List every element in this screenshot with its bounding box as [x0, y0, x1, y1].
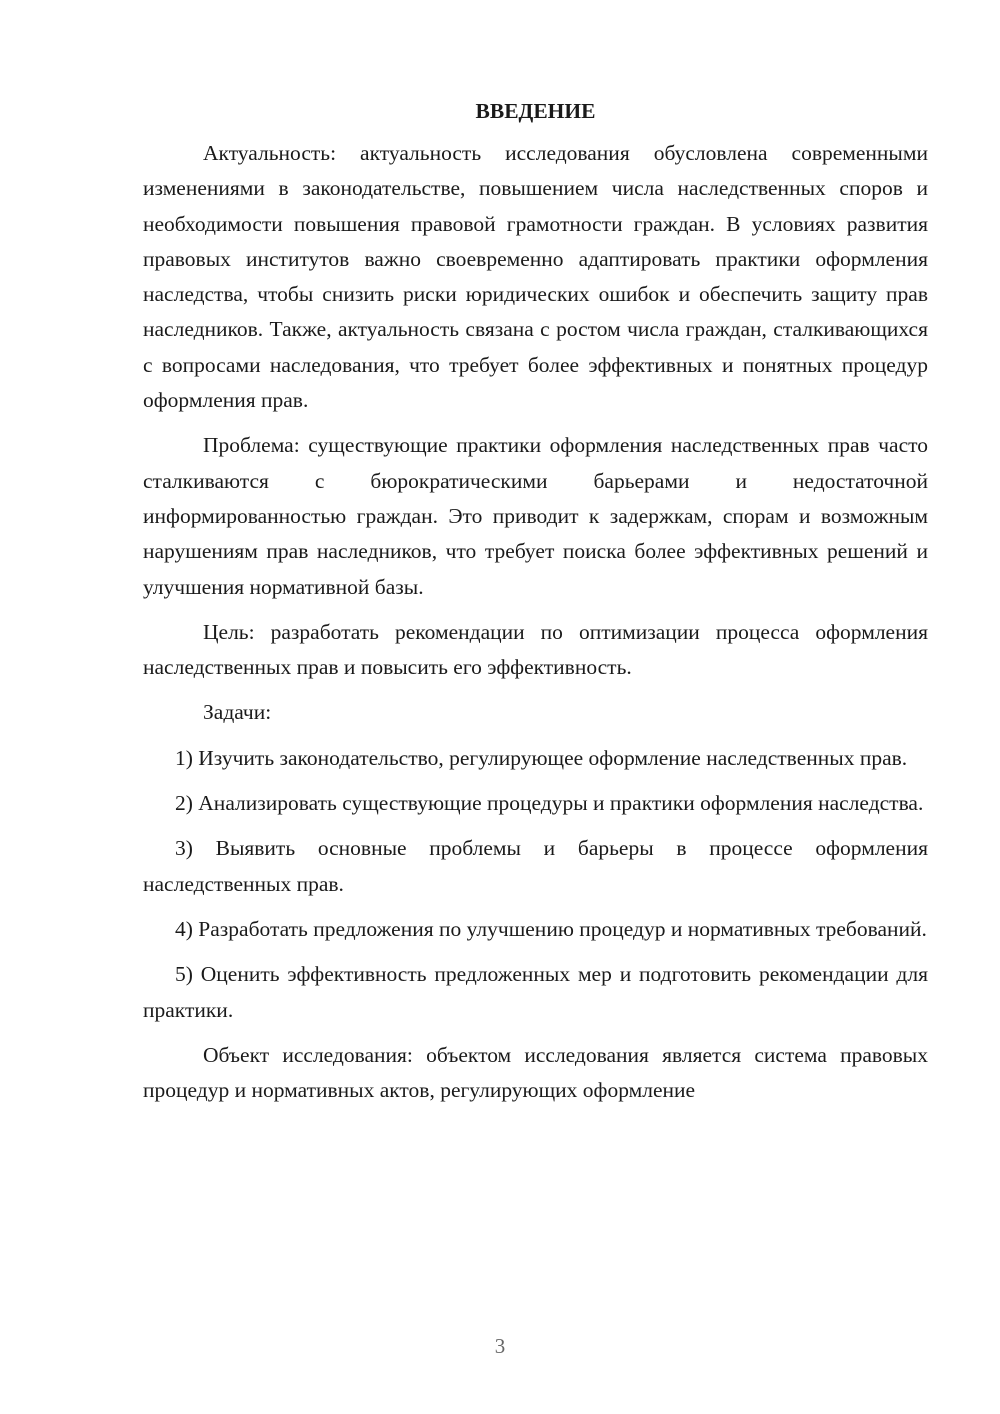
tasks-heading: Задачи:: [203, 700, 272, 725]
page-title: ВВЕДЕНИЕ: [475, 99, 596, 123]
task-item-3: 3) Выявить основные проблемы и барьеры в процессе оформления наследственных прав.: [143, 836, 928, 896]
page-number: 3: [494, 1334, 506, 1358]
object-paragraph: Объект исследования: объектом исследования является система правовых процедур и нормативных актов, регулирующих оформление: [143, 1042, 928, 1103]
relevance-paragraph: Актуальность: актуальность исследования обусловлена современными изменениями в законодательстве, повышением числа наследственных споров и необходимости повышения правовой грамотности граждан. В условиях развития правовых институтов важно своевременно адаптировать практики оформления наследства, чтобы снизить риски юридических ошибок и обеспечить защиту прав наследников. Также, актуальность связана с ростом числа граждан, сталкивающихся с вопросами наследования, что требует более эффективных и понятных процедур оформления прав.: [143, 141, 928, 413]
document-page: [143, 96, 928, 1108]
task-item-4: 4) Разработать предложения по улучшению процедур и нормативных требований.: [175, 916, 927, 941]
task-item-5: 5) Оценить эффективность предложенных мер и подготовить рекомендации для практики.: [143, 962, 928, 1022]
task-item-1: 1) Изучить законодательство, регулирующее оформление наследственных прав.: [175, 745, 908, 770]
problem-paragraph: Проблема: существующие практики оформления наследственных прав часто сталкиваются с бюрократическими барьерами и недостаточной информированностью граждан. Это приводит к задержкам, спорам и возможным нарушениям прав наследников, что требует поиска более эффективных решений и улучшения нормативной базы.: [143, 433, 928, 599]
task-item-2: 2) Анализировать существующие процедуры и практики оформления наследства.: [175, 791, 924, 816]
goal-paragraph: Цель: разработать рекомендации по оптимизации процесса оформления наследственных прав и повысить его эффективность.: [143, 619, 928, 680]
